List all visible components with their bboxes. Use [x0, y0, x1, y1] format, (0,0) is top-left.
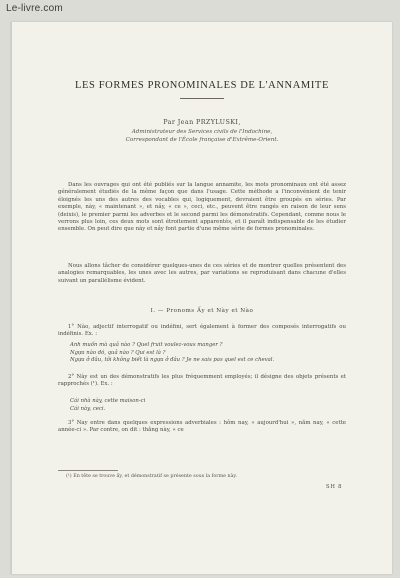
body-paragraph-2: Nous allons tâcher de considérer quelques-unes de ces séries et de montrer quelles présentent des analogies remarquables, les unes avec les autres, par variations se reproduisant dans chacune d'elles suivant un parallélisme évident. — [58, 263, 346, 284]
section-paragraph-3: 3° Nay entre dans quelques expressions adverbiales : hôm nay, « aujourd'hui », năm nay, « cette année-ci ». Par contre, on dit : thằng này, « ce — [58, 420, 346, 434]
example-block-2 — [70, 398, 346, 413]
page-signature: SH 8 — [326, 484, 343, 490]
article-author: Par Jean PRZYLUSKI, — [163, 118, 241, 126]
watermark-text: Le-livre.com — [6, 3, 63, 14]
title-divider — [180, 98, 224, 99]
example-block-1 — [70, 342, 346, 365]
footnote: (¹) En tête se trouve ấy, et démonstratif se présente sous la forme này. — [66, 474, 238, 479]
example-line: Cái nhà này, cette maison-ci — [70, 398, 146, 404]
footnote-divider — [58, 470, 118, 471]
author-affiliation-line-1: Administrateur des Services civils de l'Indochine, — [131, 129, 273, 135]
author-affiliation-line-2: Correspondant de l'École française d'Extrême-Orient. — [125, 137, 279, 143]
example-line: Anh muốn mà quả nào ? Quel fruit voulez-vous manger ? — [70, 342, 223, 348]
section-paragraph-2: 2° Này est un des démonstratifs les plus fréquemment employés; il désigne des objets présents et rapprochés (¹). Ex. : — [58, 374, 346, 388]
section-heading: I. — Pronoms Ấy et Này et Nào — [150, 308, 254, 314]
example-line: Ngựa nào đó, quả nào ? Qui est là ? — [70, 349, 166, 356]
section-paragraph-1: 1° Nào, adjectif interrogatif ou indéfini, sert également à former des composés interrogatifs ou indéfinis. Ex. : — [58, 324, 346, 338]
body-paragraph-1: Dans les ouvrages qui ont été publiés sur la langue annamite, les mots pronominaux ont été assez généralement étudiés de la même façon que dans l'usage. Cette méthode a l'inconvénient de tenir éloignés les uns des autres des vocables qui, logiquement, devraient être groupés en séries. Par exemple, này, « maintenant », et nảy, « ce », ceci, etc., peuvent être rangés en raison de leur sens (deixis), le premier parmi les adverbes et le second parmi les démonstratifs. Cependant, comme nous le verrons plus loin, ces deux mots sont étroitement apparentés, et il paraît indispensable de les étudier ensemble. On peut dire que này et nảy font partie d'une même série de formes pronominales. — [58, 182, 346, 233]
article-title: LES FORMES PRONOMINALES DE L'ANNAMITE — [75, 80, 329, 91]
example-line: Cái này, ceci. — [70, 405, 106, 412]
document-page — [11, 22, 392, 574]
example-line: Ngựa ở đâu, tôi không biết là ngựa ở đâu ? Je ne sais pas quel est ce cheval. — [70, 357, 275, 364]
